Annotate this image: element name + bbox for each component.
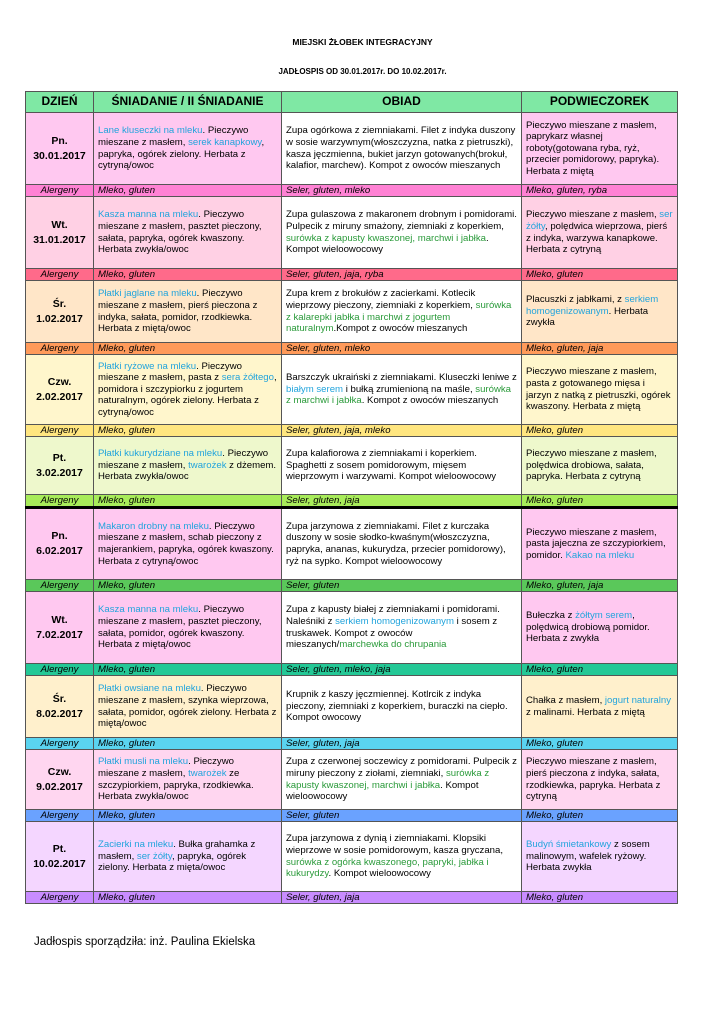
allergen-value: Mleko, gluten xyxy=(94,664,282,676)
day-row xyxy=(26,113,678,185)
allergen-label: Alergeny xyxy=(26,185,94,197)
allergen-value: Mleko, gluten xyxy=(94,580,282,592)
day-name: Pt. xyxy=(52,451,67,464)
allergen-value: Mleko, gluten, ryba xyxy=(522,185,678,197)
allergen-value: Mleko, gluten xyxy=(522,495,678,508)
dairy-highlight: Płatki ryżowe na mleku xyxy=(98,360,197,372)
breakfast-cell xyxy=(94,355,282,425)
allergen-value: Mleko, gluten xyxy=(522,892,678,904)
allergen-value: Mleko, gluten xyxy=(94,425,282,437)
meal-text: . Pieczywo mieszane z masłem, pasztet pieczony, sałata, papryka, ogórek kwaszony. Herbata zwykła/owoc xyxy=(98,209,262,256)
allergen-value: Mleko, gluten xyxy=(94,495,282,508)
menu-table xyxy=(25,91,678,904)
allergen-value: Mleko, gluten xyxy=(94,892,282,904)
breakfast-cell xyxy=(94,508,282,580)
allergen-value: Mleko, gluten xyxy=(94,343,282,355)
day-cell xyxy=(26,197,94,269)
day-date: 30.01.2017 xyxy=(33,149,86,162)
allergen-value: Mleko, gluten xyxy=(522,664,678,676)
salad-highlight: surówka z kapusty kwaszonej, marchwi i jabłka xyxy=(286,232,486,244)
day-date: 1.02.2017 xyxy=(36,312,83,325)
meal-text: , papryka, ogórek zielony. Herbata z mięta/owoc xyxy=(98,850,247,874)
snack-cell xyxy=(522,676,678,738)
day-name: Pt. xyxy=(52,842,67,855)
meal-text: Bułeczka z xyxy=(526,610,576,622)
dairy-highlight: ser żółty xyxy=(526,209,673,232)
allergen-value: Mleko, gluten xyxy=(522,269,678,281)
allergen-value: Seler, gluten xyxy=(282,810,522,822)
allergen-row xyxy=(26,892,678,904)
meal-text: Pieczywo mieszane z masłem, xyxy=(526,209,660,221)
dairy-highlight: Zacierki na mleku xyxy=(98,839,174,851)
dairy-highlight: Budyń śmietankowy xyxy=(526,839,612,851)
day-row xyxy=(26,197,678,269)
meal-text: . Herbata zwykła xyxy=(526,305,649,329)
allergen-value: Mleko, gluten xyxy=(522,810,678,822)
allergen-row xyxy=(26,580,678,592)
meal-text: Chałka z masłem, xyxy=(526,694,605,706)
salad-highlight: surówka z kapusty kwaszonej, marchwi i jabłka xyxy=(286,767,490,791)
dinner-cell xyxy=(282,508,522,580)
dairy-highlight: serek kanapkowy xyxy=(188,136,262,148)
allergen-label: Alergeny xyxy=(26,269,94,281)
dairy-highlight: serkiem homogenizowanym xyxy=(335,615,454,627)
snack-cell xyxy=(522,750,678,810)
day-date: 6.02.2017 xyxy=(36,545,83,557)
dairy-highlight: Płatki kukurydziane na mleku xyxy=(98,448,223,460)
footer-note: Jadłospis sporządziła: inż. Paulina Ekielska xyxy=(34,936,256,948)
header-snack: PODWIECZOREK xyxy=(522,92,678,113)
allergen-row xyxy=(26,738,678,750)
dairy-highlight: Płatki owsiane na mleku xyxy=(98,683,201,695)
meal-text: Zupa jarzynowa z dynią i ziemniakami. Klopsiki wieprzowe w sosie pomidorowym, kasza gryczana, xyxy=(286,833,504,856)
meal-text: . Kompot wieloowocowy xyxy=(286,779,479,803)
meal-text: , polędwica wieprzowa, pierś z indyka, warzywa kanapkowe. Herbata z cytryną xyxy=(526,220,668,256)
day-date: 10.02.2017 xyxy=(33,857,86,870)
breakfast-cell xyxy=(94,592,282,664)
day-cell xyxy=(26,508,94,580)
meal-text: i sosem z truskawek. Kompot z owoców mieszanych/ xyxy=(286,615,498,651)
meal-text: Zupa jarzynowa z ziemniakami. Filet z kurczaka duszony w sosie słodko-kwaśnym(włoszczyzna, papryka, ananas, kukurydza, przecier pomidorowy), ryż na sypko. Kompot wieloowocowy xyxy=(286,520,506,567)
snack-cell xyxy=(522,355,678,425)
header-dinner: OBIAD xyxy=(282,92,522,113)
dairy-highlight: serkiem homogenizowanym xyxy=(526,294,659,317)
allergen-label: Alergeny xyxy=(26,810,94,822)
header-row xyxy=(26,92,678,113)
dinner-cell xyxy=(282,197,522,269)
allergen-value: Seler, gluten xyxy=(282,580,522,592)
day-row xyxy=(26,822,678,892)
day-date: 2.02.2017 xyxy=(36,390,83,403)
dinner-cell xyxy=(282,592,522,664)
day-row xyxy=(26,750,678,810)
allergen-value: Seler, gluten, jaja xyxy=(282,892,522,904)
meal-text: . Pieczywo mieszane z masłem, xyxy=(98,448,269,471)
meal-text: , papryka, ogórek zielony. Herbata z cytryną/owoc xyxy=(98,136,265,172)
salad-highlight: surówka z kalarepki jabłka i marchwi z jogurtem naturalnym xyxy=(286,299,512,335)
meal-text: z sosem malinowym, wafelek ryżowy. Herbata zwykła xyxy=(526,839,650,874)
meal-text: Pieczywo mieszane z masłem, pasta z gotowanego mięsa i jarzyn z natką z pietruszki, ogórek kwaszony. Herbata z miętą xyxy=(526,366,671,413)
allergen-value: Mleko, gluten xyxy=(94,269,282,281)
allergen-value: Mleko, gluten xyxy=(94,738,282,750)
breakfast-cell xyxy=(94,197,282,269)
day-name: Pn. xyxy=(51,530,68,542)
meal-text: . Kompot wieloowocowy xyxy=(286,232,489,256)
snack-cell xyxy=(522,508,678,580)
day-date: 31.01.2017 xyxy=(33,233,86,246)
day-cell xyxy=(26,281,94,343)
meal-text: , pomidora i szczypiorku z jogurtem naturalnym, ogórek zielony. Herbata z cytryną/owoc xyxy=(98,372,277,418)
allergen-label: Alergeny xyxy=(26,343,94,355)
meal-text: .Kompot z owoców mieszanych xyxy=(333,323,468,335)
day-name: Czw. xyxy=(47,375,72,388)
day-cell xyxy=(26,113,94,185)
header-day: DZIEŃ xyxy=(26,92,94,113)
salad-highlight: surówka z ogórka kwaszonego, papryki, jabłka i kukurydzy xyxy=(286,856,489,880)
day-date: 8.02.2017 xyxy=(36,707,83,720)
allergen-label: Alergeny xyxy=(26,425,94,437)
meal-text: . Kompot wieloowocowy xyxy=(328,868,431,880)
snack-cell xyxy=(522,822,678,892)
allergen-value: Mleko, gluten xyxy=(522,425,678,437)
meal-text: Zupa ogórkowa z ziemniakami. Filet z indyka duszony w sosie warzywnym(włoszczyzna, natka z pietruszki), kasza jęczmienna, bukiet jarzyn gotowanych(brokuł, kalafior, marchew). Kompot z owoców mieszanych xyxy=(286,125,516,172)
meal-text: Pieczywo mieszane z masłem, pierś pieczona z indyka, sałata, rzodkiewka, papryka. Herbata z cytryną xyxy=(526,756,661,803)
snack-cell xyxy=(522,281,678,343)
day-name: Wt. xyxy=(51,613,68,626)
snack-cell xyxy=(522,437,678,495)
allergen-value: Seler, gluten, mleko xyxy=(282,343,522,355)
day-name: Pn. xyxy=(51,134,68,147)
day-name: Wt. xyxy=(51,218,68,231)
day-name: Czw. xyxy=(47,765,72,778)
day-name: Śr. xyxy=(52,692,67,705)
breakfast-cell xyxy=(94,281,282,343)
dinner-cell xyxy=(282,822,522,892)
snack-cell xyxy=(522,113,678,185)
allergen-row xyxy=(26,343,678,355)
dairy-highlight: twarożek xyxy=(188,459,227,471)
meal-text: Zupa z kapusty białej z ziemniakami i pomidorami. Naleśniki z xyxy=(286,604,500,627)
day-cell xyxy=(26,750,94,810)
day-row xyxy=(26,592,678,664)
meal-text: Zupa krem z brokułów z zacierkami. Kotlecik wieprzowy pieczony, ziemniaki z koperkiem, xyxy=(286,288,476,311)
meal-text: Zupa kalafiorowa z ziemniakami i koperkiem. Spaghetti z sosem pomidorowym, mięsem wieprzowym i warzywami. Kompot wieloowocowy xyxy=(286,448,497,483)
day-date: 3.02.2017 xyxy=(36,466,83,479)
allergen-value: Seler, gluten, mleko, jaja xyxy=(282,664,522,676)
dinner-cell xyxy=(282,437,522,495)
meal-text: Pieczywo mieszane z masłem, pasta jajeczna ze szczypiorkiem, pomidor. xyxy=(526,526,666,561)
day-row xyxy=(26,508,678,580)
allergen-value: Seler, gluten, jaja xyxy=(282,738,522,750)
dinner-cell xyxy=(282,676,522,738)
day-date: 9.02.2017 xyxy=(36,780,83,793)
allergen-value: Mleko, gluten, jaja xyxy=(522,580,678,592)
dairy-highlight: Lane kluseczki na mleku xyxy=(98,125,203,137)
breakfast-cell xyxy=(94,750,282,810)
allergen-row xyxy=(26,185,678,197)
allergen-value: Mleko, gluten xyxy=(94,810,282,822)
dairy-highlight: Płatki musli na mleku xyxy=(98,756,189,768)
meal-text: Placuszki z jabłkami, z xyxy=(526,294,625,306)
allergen-value: Seler, gluten, mleko xyxy=(282,185,522,197)
allergen-label: Alergeny xyxy=(26,495,94,508)
meal-text: . Pieczywo mieszane z masłem, xyxy=(98,756,234,779)
dinner-cell xyxy=(282,113,522,185)
allergen-value: Seler, gluten, jaja, mleko xyxy=(282,425,522,437)
day-cell xyxy=(26,676,94,738)
meal-text: . Kompot z owoców mieszanych xyxy=(361,395,499,407)
day-cell xyxy=(26,437,94,495)
allergen-row xyxy=(26,425,678,437)
meal-text: . Pieczywo mieszane z masłem, pasta z xyxy=(98,360,242,384)
meal-text: i bułką zrumienioną na maśle, xyxy=(343,383,476,395)
meal-text: Pieczywo mieszane z masłem, polędwica drobiowa, sałata, papryka. Herbata z cytryną xyxy=(526,448,657,483)
day-row xyxy=(26,355,678,425)
allergen-value: Seler, gluten, jaja, ryba xyxy=(282,269,522,281)
day-name: Śr. xyxy=(52,297,67,310)
salad-highlight: surówka z marchwi i jabłka xyxy=(286,383,512,407)
dinner-cell xyxy=(282,281,522,343)
allergen-value: Seler, gluten, jaja xyxy=(282,495,522,508)
header-breakfast: ŚNIADANIE / II ŚNIADANIE xyxy=(94,92,282,113)
dairy-highlight: białym serem xyxy=(286,383,344,395)
day-date: 7.02.2017 xyxy=(36,628,83,641)
meal-text: . Bułka grahamka z masłem, xyxy=(98,839,256,862)
breakfast-cell xyxy=(94,113,282,185)
menu-title: MIEJSKI ŻŁOBEK INTEGRACYJNY xyxy=(292,37,433,47)
day-cell xyxy=(26,592,94,664)
breakfast-cell xyxy=(94,822,282,892)
dinner-cell xyxy=(282,750,522,810)
meal-text: . Pieczywo mieszane z masłem, pasztet pieczony, sałata, pomidor, ogórek kwaszony. Herbata z miętą/owoc xyxy=(98,604,262,651)
snack-cell xyxy=(522,197,678,269)
allergen-label: Alergeny xyxy=(26,580,94,592)
allergen-label: Alergeny xyxy=(26,892,94,904)
meal-text: , polędwicą drobiową pomidor. Herbata z zwykła xyxy=(526,610,650,645)
allergen-row xyxy=(26,495,678,508)
dairy-highlight: jogurt naturalny xyxy=(604,694,672,706)
allergen-row xyxy=(26,810,678,822)
dairy-highlight: Płatki jaglane na mleku xyxy=(98,288,197,300)
allergen-value: Mleko, gluten, jaja xyxy=(522,343,678,355)
day-cell xyxy=(26,355,94,425)
breakfast-cell xyxy=(94,437,282,495)
meal-text: Pieczywo mieszane z masłem, paprykarz własnej roboty(gotowana ryba, ryż, przecier pomidorowy, papryka). Herbata z miętą xyxy=(526,119,660,177)
meal-text: Krupnik z kaszy jęczmiennej. Kotlrcik z indyka pieczony, ziemniaki z koperkiem, buraczki na ciepło. Kompot owocowy xyxy=(286,689,508,724)
meal-text: Barszczyk ukraiński z ziemniakami. Kluseczki leniwe z xyxy=(286,372,517,384)
meal-text: . Pieczywo mieszane z masłem, schab pieczony z majerankiem, papryka, ogórek kwaszony. Herbata z cytryną/owoc xyxy=(98,520,274,567)
dairy-highlight: twarożek xyxy=(188,767,227,779)
day-row xyxy=(26,437,678,495)
meal-text: z dżemem. Herbata zwykła/owoc xyxy=(98,459,277,483)
meal-text: ze szczypiorkiem, papryka, rzodkiewka. Herbata zwykła/owoc xyxy=(98,767,254,803)
dairy-highlight: Kasza manna na mleku xyxy=(98,604,199,616)
meal-text: Zupa z czerwonej soczewicy z pomidorami. Pulpecik z miruny pieczony z ziołami, ziemniaki, xyxy=(286,756,517,779)
dinner-cell xyxy=(282,355,522,425)
day-row xyxy=(26,676,678,738)
dairy-highlight: sera żółtego xyxy=(221,372,274,384)
allergen-label: Alergeny xyxy=(26,738,94,750)
dairy-highlight: Kakao na mleku xyxy=(565,549,635,561)
dairy-highlight: żółtym serem xyxy=(575,610,633,622)
dairy-highlight: Kasza manna na mleku xyxy=(98,209,199,221)
meal-text: . Pieczywo mieszane z masłem, xyxy=(98,125,249,148)
meal-text: . Pieczywo mieszane z masłem, szynka wieprzowa, sałata, pomidor, ogórek zielony. Herbata z miętą/owoc xyxy=(98,683,277,730)
allergen-row xyxy=(26,269,678,281)
allergen-row xyxy=(26,664,678,676)
meal-text: z malinami. Herbata z miętą xyxy=(526,706,645,718)
dairy-highlight: Makaron drobny na mleku xyxy=(98,520,209,532)
allergen-label: Alergeny xyxy=(26,664,94,676)
day-cell xyxy=(26,822,94,892)
breakfast-cell xyxy=(94,676,282,738)
menu-subtitle: JADŁOSPIS OD 30.01.2017r. DO 10.02.2017r. xyxy=(278,67,447,76)
meal-text: Zupa gulaszowa z makaronem drobnym i pomidorami. Pulpecik z miruny smażony, ziemniaki z koperkiem, xyxy=(286,209,517,232)
salad-highlight: marchewka do chrupania xyxy=(339,639,447,651)
dairy-highlight: ser żółty xyxy=(136,850,172,862)
day-row xyxy=(26,281,678,343)
snack-cell xyxy=(522,592,678,664)
meal-text: . Pieczywo mieszane z masłem, pierś pieczona z indyka, sałata, pomidor, rzodkiewka. Herbata z miętą/owoc xyxy=(98,288,258,335)
allergen-value: Mleko, gluten xyxy=(522,738,678,750)
allergen-value: Mleko, gluten xyxy=(94,185,282,197)
